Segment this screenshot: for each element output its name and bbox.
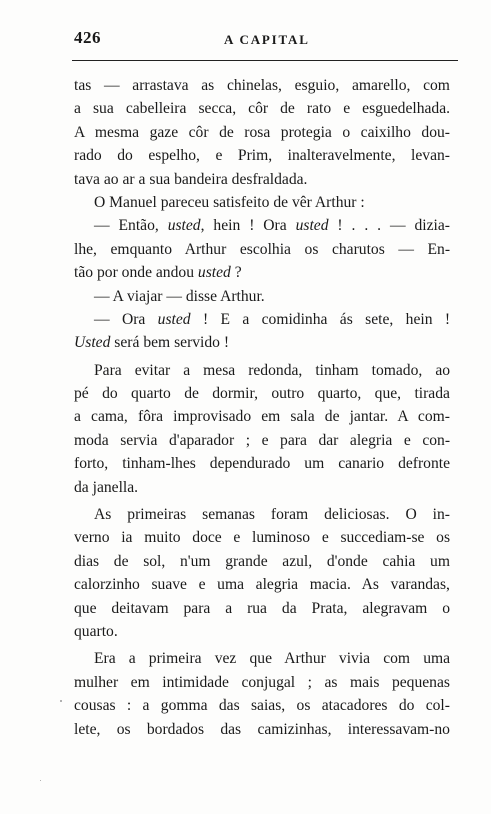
text-line: quarto. (74, 622, 118, 640)
text-line: Era a primeira vez que Arthur vivia com uma (94, 650, 450, 668)
text-line: a sua cabelleira secca, côr de rato e esguedelhada. (74, 100, 450, 118)
text-line: forto, tinham-lhes dependurado um canario defronte (74, 455, 450, 473)
paper-speck (60, 700, 62, 702)
header-rule (72, 60, 458, 61)
running-title: A CAPITAL (224, 32, 310, 47)
page-number: 426 (74, 28, 101, 47)
text-line: — A viajar — disse Arthur. (94, 287, 265, 305)
text-line: A mesma gaze côr de rosa protegia o caixilho dou- (74, 123, 450, 141)
text-line: pé do quarto de dormir, outro quarto, que, tirada (74, 385, 450, 403)
paper-speck (40, 780, 41, 781)
text-line: dias de sol, n'um grande azul, d'onde cahia um (74, 552, 450, 570)
text-line: — Então, usted, hein ! Ora usted ! . . . — dizia- (94, 217, 450, 235)
text-line: que deitavam para a rua da Prata, alegravam o (74, 599, 450, 617)
italic-word: usted (197, 264, 231, 282)
italic-word: usted (295, 217, 329, 235)
text-line: lhe, emquanto Arthur escolhia os charutos — En- (74, 240, 450, 258)
text-line: tas — arrastava as chinelas, esguio, amarello, com (74, 77, 450, 94)
text-line: As primeiras semanas foram deliciosas. O in- (94, 506, 450, 524)
italic-word: Usted (74, 334, 111, 352)
text-line: tão por onde andou usted ? (74, 264, 242, 282)
page-header (74, 28, 458, 54)
text-line: tava ao ar a sua bandeira desfraldada. (74, 170, 308, 188)
text-line: mulher em intimidade conjugal ; as mais pequenas (74, 673, 450, 691)
text-line: — Ora usted ! E a comidinha ás sete, hein ! (94, 310, 450, 328)
italic-word: usted (157, 310, 191, 328)
text-line: O Manuel pareceu satisfeito de vêr Arthur : (94, 193, 365, 211)
text-line: calorzinho suave e uma alegria macia. As varandas, (74, 576, 450, 594)
text-line: rado do espelho, e Prim, inalteravelmente, levan- (74, 147, 450, 165)
text-line: lete, os bordados das camizinhas, interessavam-no (74, 720, 450, 738)
body-text (74, 74, 450, 741)
text-line: verno ia muito doce e luminoso e succediam-se os (74, 529, 450, 547)
text-line: Usted será bem servido ! (74, 334, 230, 352)
text-line: moda servia d'aparador ; e para dar alegria e con- (74, 431, 450, 449)
text-line: da janella. (74, 478, 139, 496)
italic-word: usted (167, 217, 201, 235)
text-line: a cama, fôra improvisado em sala de jantar. A com- (74, 408, 450, 426)
text-line: Para evitar a mesa redonda, tinham tomado, ao (94, 361, 450, 379)
text-line: cousas : a gomma das saias, os atacadores do col- (74, 697, 450, 715)
